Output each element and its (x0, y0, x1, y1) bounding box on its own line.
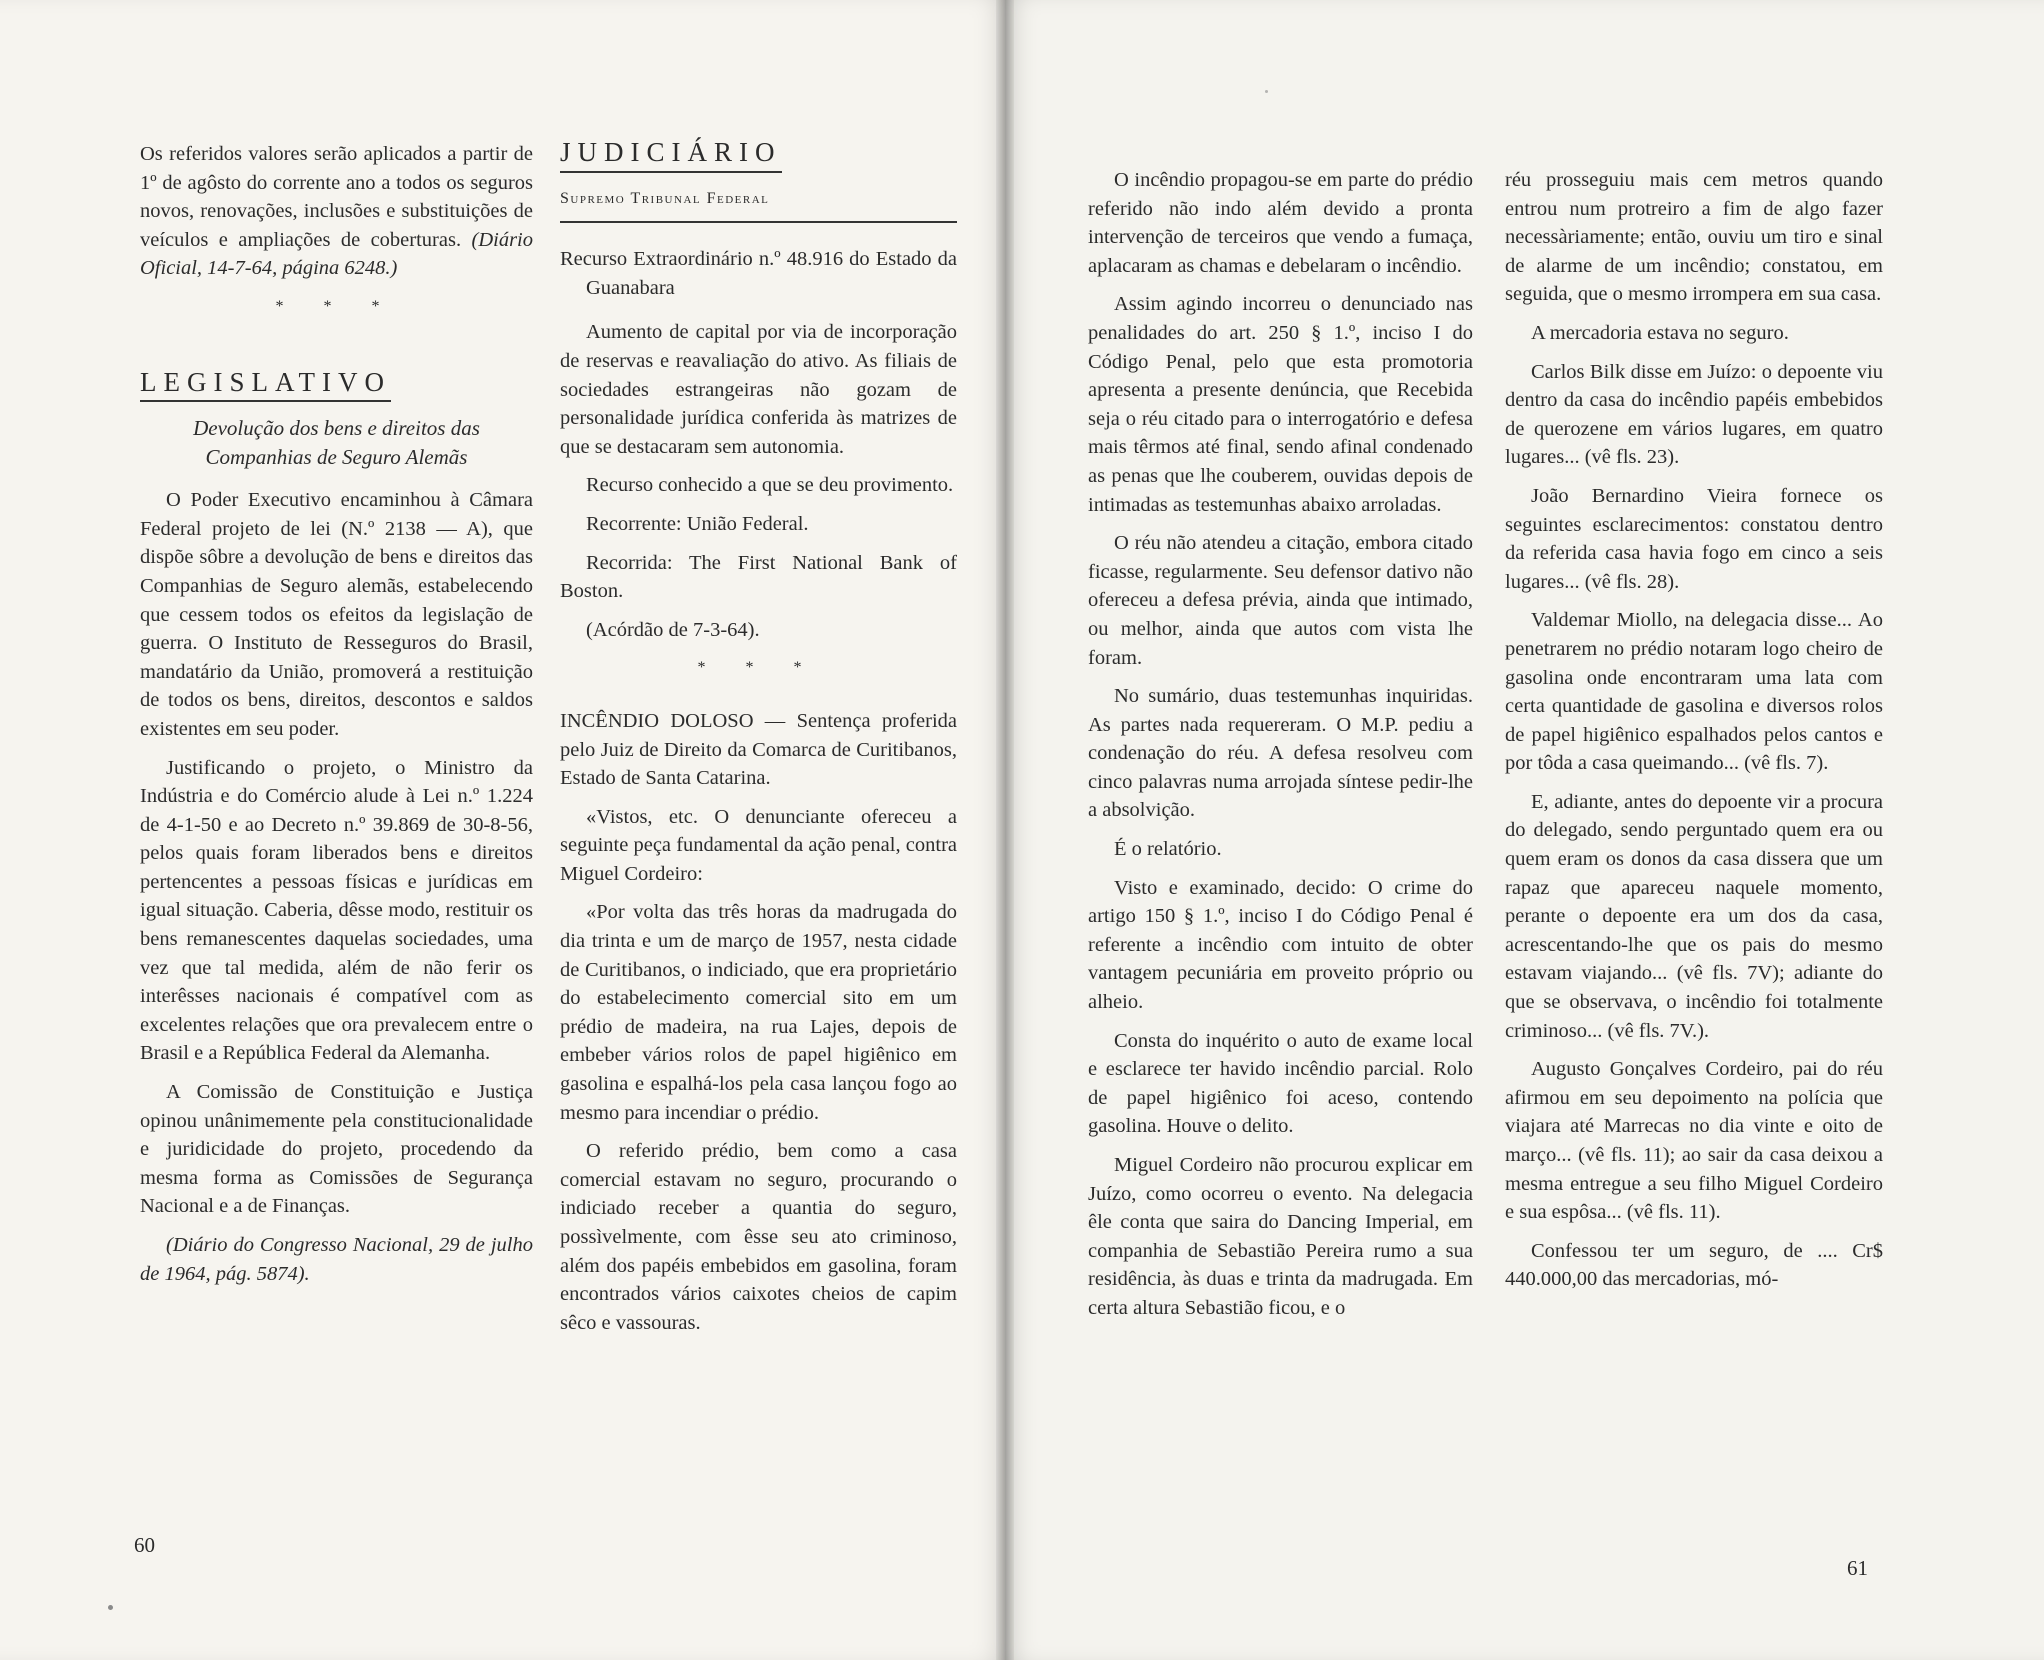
paragraph: (Acórdão de 7-3-64). (586, 618, 760, 641)
paper-spot (1265, 90, 1268, 93)
left-column-1 (140, 140, 533, 1298)
paragraph: Carlos Bilk disse em Juízo: o depoente viu dentro da casa do incêndio papéis embebidos de querozene em vários lugares, em quatro lugares... (vê fls. 23). (1505, 360, 1883, 469)
source-citation: (Diário do Congresso Nacional, 29 de julho de 1964, pág. 5874). (140, 1234, 533, 1285)
right-column-1 (1088, 166, 1473, 1333)
paragraph: É o relatório. (1114, 838, 1222, 861)
source-citation: (Diário Oficial, 14-7-64, página 6248.) (140, 228, 533, 280)
paragraph: No sumário, duas testemunhas inquiridas. As partes nada requereram. O M.P. pediu a condenação do réu. A defesa resolveu com cinco palavras numa arrojada síntese pedir-lhe a absolvição. (1088, 685, 1473, 822)
paragraph: A Comissão de Constituição e Justiça opinou unânimemente pela constitucionalidade e juridicidade do projeto, procedendo da mesma forma as Comissões de Segurança Nacional e a de Finanças. (140, 1081, 533, 1218)
page-number-right: 61 (1847, 1556, 1868, 1580)
page-number-left: 60 (134, 1533, 155, 1557)
right-page (1005, 0, 2044, 1660)
paragraph: Assim agindo incorreu o denunciado nas penalidades do art. 250 § 1.º, inciso I do Código Penal, pelo que esta promotoria apresenta a presente denúncia, que Recebida seja o réu citado para o interrogatório e defesa mais têrmos até final, sendo afinal condenado as penas que lhe couberem, ouvidas depois de intimadas as testemunhas abaixo arroladas. (1088, 293, 1473, 516)
book-gutter (996, 0, 1014, 1660)
paragraph: réu prosseguiu mais cem metros quando entrou num protreiro a fim de algo fazer necessàriamente; então, ouviu um tiro e sinal de alarme de um incêndio; constatou, em seguida, que o mesmo irrompera em sua casa. (1505, 169, 1883, 306)
paragraph: Valdemar Miollo, na delegacia disse... Ao penetrarem no prédio notaram logo cheiro de gasolina onde encontraram uma lata com certa quantidade de gasolina e diversos rolos de papel higiênico espalhados pelos cantos e por tôda a casa queimando... (vê fls. 7). (1505, 609, 1883, 775)
left-page (0, 0, 1005, 1660)
paragraph: O referido prédio, bem como a casa comercial estavam no seguro, procurando o indiciado receber a quantia do seguro, possìvelmente, com êsse seu ato criminoso, além dos papéis embebidos em gasolina, foram encontrados vários caixotes cheios de capim sêco e vassouras. (560, 1140, 957, 1334)
paragraph: E, adiante, antes do depoente vir a procura do delegado, sendo perguntado quem era ou quem eram os donos da casa dissera que um rapaz que apareceu naquele momento, perante o depoente era um dos da casa, acrescentando-lhe que os pais do mesmo estavam viajando... (vê fls. 7V); adiante do que se observava, o incêndio foi totalmente criminoso... (vê fls. 7V.). (1505, 790, 1883, 1042)
section-heading-legislativo: LEGISLATIVO (140, 368, 391, 403)
paragraph: O réu não atendeu a citação, embora citado ficasse, regularmente. Seu defensor dativo não ofereceu a defesa prévia, ainda que intimado, ou melhor, ainda que autos com vista lhe foram. (1088, 532, 1473, 669)
section-heading-judiciario: JUDICIÁRIO (560, 138, 782, 173)
paragraph: Augusto Gonçalves Cordeiro, pai do réu afirmou em seu depoimento na polícia que viajara até Marrecas no dia vinte e oito de março... (vê fls. 11); ao sair da casa deixou a mesma entregue a seu filho Miguel Cordeiro e sua espôsa... (vê fls. 11). (1505, 1058, 1883, 1224)
section-heading-wrapper (560, 138, 957, 185)
paragraph: Confessou ter um seguro, de .... Cr$ 440.000,00 das mercadorias, mó- (1505, 1239, 1883, 1291)
paragraph: Os referidos valores serão aplicados a partir de 1º de agôsto do corrente ano a todos os seguros novos, renovações, inclusões e substituições de veículos e ampliações de coberturas. (Diário Oficial, 14-7-64, página 6248.) (140, 143, 533, 280)
court-name: Supremo Tribunal Federal (560, 185, 957, 224)
paragraph: A mercadoria estava no seguro. (1531, 321, 1789, 344)
paragraph: Aumento de capital por via de incorporação de reservas e reavaliação do ativo. As filiais de sociedades estrangeiras não gozam de personalidade jurídica conferida às matrizes de que se destacaram sem autonomia. (560, 321, 957, 458)
paragraph: Visto e examinado, decido: O crime do artigo 150 § 1.º, inciso I do Código Penal é referente a incêndio com intuito de obter vantagem pecuniária em proveito próprio ou alheio. (1088, 876, 1473, 1014)
paragraph: O incêndio propagou-se em parte do prédio referido não indo além devido a pronta intervenção de terceiros que vendo a fumaça, aplacaram as chamas e debelaram o incêndio. (1088, 169, 1473, 277)
paragraph: João Bernardino Vieira fornece os seguintes esclarecimentos: constatou dentro da referida casa havia fogo em cinco a seis lugares... (vê fls. 28). (1505, 484, 1883, 593)
article-subtitle: Devolução dos bens e direitos das Companhias de Seguro Alemãs (193, 416, 480, 470)
case-title: Recurso Extraordinário n.º 48.916 do Estado da Guanabara (560, 248, 957, 299)
section-separator: * * * (275, 297, 398, 315)
paragraph: Recorrida: The First National Bank of Boston. (560, 551, 957, 603)
paragraph: «Vistos, etc. O denunciante ofereceu a seguinte peça fundamental da ação penal, contra Miguel Cordeiro: (560, 805, 957, 885)
right-column-2 (1505, 166, 1883, 1304)
section-heading-wrapper (140, 346, 533, 415)
paper-spot (108, 1605, 113, 1610)
paragraph: Justificando o projeto, o Ministro da Indústria e do Comércio alude à Lei n.º 1.224 de 4-1-50 e ao Decreto n.º 39.869 de 30-8-56, pelos quais foram liberados bens e direitos pertencentes a pessoas físicas e jurídicas em igual situação. Caberia, dêsse modo, restituir os bens remanescentes daquelas sociedades, uma vez que tal medida, além de não ferir os interêsses nacionais é compatível com as excelentes relações que ora prevalecem entre o Brasil e a República Federal da Alemanha. (140, 756, 533, 1065)
paragraph: «Por volta das três horas da madrugada do dia trinta e um de março de 1957, nesta cidade de Curitibanos, o indiciado, que era proprietário do estabelecimento comercial sito em um prédio de madeira, na rua Lajes, depois de embeber vários rolos de papel higiênico em gasolina e espalhá-los pela casa lançou fogo ao mesmo para incendiar o prédio. (560, 901, 957, 1124)
case-heading-incendio-doloso: INCÊNDIO DOLOSO — Sentença proferida pelo Juiz de Direito da Comarca de Curitibanos, Estado de Santa Catarina. (560, 709, 957, 790)
paragraph: Miguel Cordeiro não procurou explicar em Juízo, como ocorreu o evento. Na delegacia êle conta que saira do Dancing Imperial, em companhia de Sebastião Pereira rumo a sua residência, às duas e trinta da madrugada. Em certa altura Sebastião ficou, e o (1088, 1154, 1473, 1319)
paragraph: Recurso conhecido a que se deu provimento. (586, 474, 954, 497)
left-column-2 (560, 138, 957, 1347)
paragraph: Consta do inquérito o auto de exame local e esclarece ter havido incêndio parcial. Rolo de papel higiênico foi aceso, contendo gasolina. Houve o delito. (1088, 1029, 1473, 1138)
section-separator: * * * (697, 659, 820, 677)
paragraph: O Poder Executivo encaminhou à Câmara Federal projeto de lei (N.º 2138 — A), que dispõe sôbre a devolução de bens e direitos das Companhias de Seguro alemãs, estabelecendo que cessem todos os efeitos da legislação de guerra. O Instituto de Resseguros do Brasil, mandatário da União, promoverá a restituição de todos os bens, direitos, descontos e saldos existentes em seu poder. (140, 489, 533, 740)
paragraph: Recorrente: União Federal. (586, 512, 809, 535)
